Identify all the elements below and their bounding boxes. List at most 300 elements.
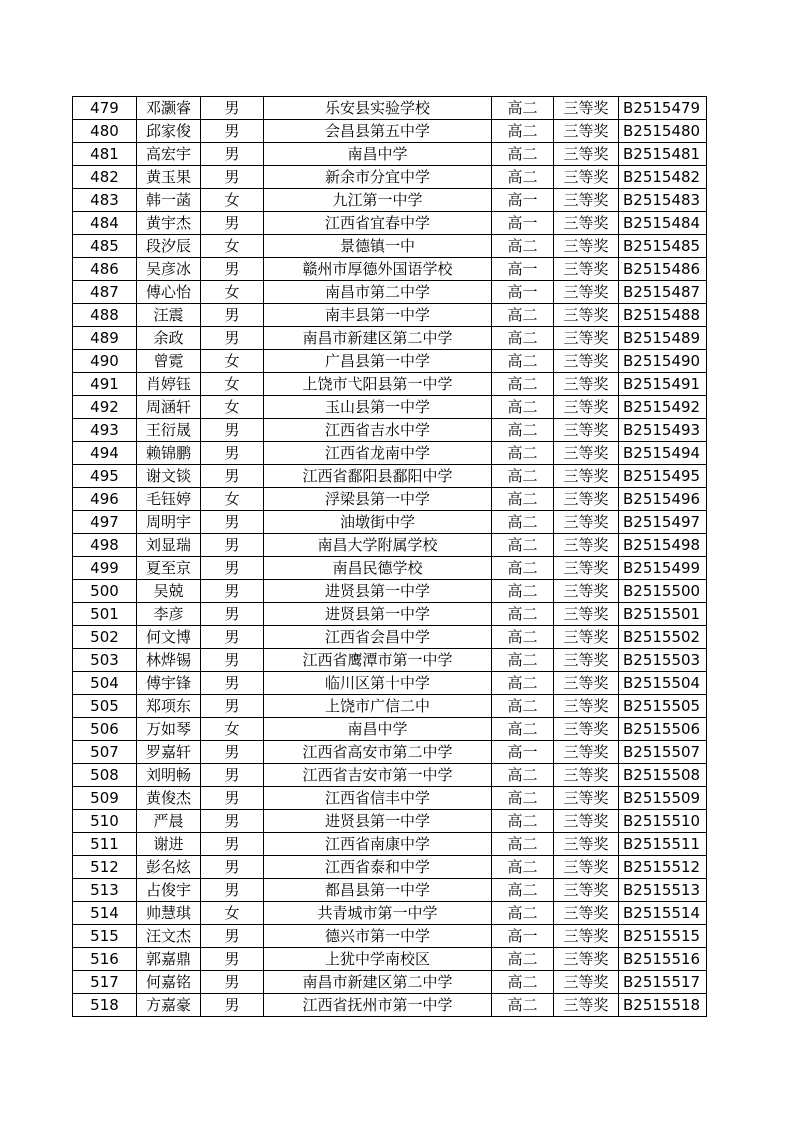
cell-award: 三等奖	[554, 718, 619, 741]
cell-school: 乐安县实验学校	[264, 97, 492, 120]
cell-gender: 男	[201, 695, 264, 718]
cell-award: 三等奖	[554, 787, 619, 810]
cell-school: 进贤县第一中学	[264, 603, 492, 626]
cell-name: 林烨锡	[137, 649, 201, 672]
cell-certificate-id: B2515518	[619, 994, 707, 1017]
table-row	[73, 511, 707, 534]
cell-certificate-id: B2515479	[619, 97, 707, 120]
cell-grade: 高二	[492, 672, 554, 695]
cell-award: 三等奖	[554, 879, 619, 902]
cell-award: 三等奖	[554, 304, 619, 327]
cell-award: 三等奖	[554, 741, 619, 764]
cell-name: 周涵轩	[137, 396, 201, 419]
cell-grade: 高二	[492, 166, 554, 189]
cell-grade: 高二	[492, 419, 554, 442]
cell-award: 三等奖	[554, 419, 619, 442]
table-row	[73, 718, 707, 741]
cell-school: 赣州市厚德外国语学校	[264, 258, 492, 281]
cell-number: 515	[73, 925, 137, 948]
cell-name: 夏至京	[137, 557, 201, 580]
cell-certificate-id: B2515503	[619, 649, 707, 672]
cell-grade: 高二	[492, 879, 554, 902]
cell-certificate-id: B2515508	[619, 764, 707, 787]
cell-grade: 高二	[492, 787, 554, 810]
cell-number: 487	[73, 281, 137, 304]
cell-name: 刘明畅	[137, 764, 201, 787]
cell-award: 三等奖	[554, 465, 619, 488]
table-body	[73, 97, 707, 1017]
cell-certificate-id: B2515501	[619, 603, 707, 626]
cell-grade: 高二	[492, 557, 554, 580]
cell-grade: 高一	[492, 212, 554, 235]
cell-award: 三等奖	[554, 856, 619, 879]
cell-school: 新余市分宜中学	[264, 166, 492, 189]
cell-school: 江西省泰和中学	[264, 856, 492, 879]
cell-number: 498	[73, 534, 137, 557]
cell-certificate-id: B2515493	[619, 419, 707, 442]
cell-number: 491	[73, 373, 137, 396]
cell-award: 三等奖	[554, 971, 619, 994]
cell-school: 油墩街中学	[264, 511, 492, 534]
cell-number: 513	[73, 879, 137, 902]
cell-grade: 高二	[492, 465, 554, 488]
cell-name: 占俊宇	[137, 879, 201, 902]
cell-number: 490	[73, 350, 137, 373]
cell-number: 482	[73, 166, 137, 189]
cell-grade: 高一	[492, 258, 554, 281]
cell-number: 505	[73, 695, 137, 718]
cell-name: 罗嘉轩	[137, 741, 201, 764]
cell-certificate-id: B2515502	[619, 626, 707, 649]
cell-certificate-id: B2515499	[619, 557, 707, 580]
cell-school: 上犹中学南校区	[264, 948, 492, 971]
cell-award: 三等奖	[554, 488, 619, 511]
cell-gender: 女	[201, 189, 264, 212]
table-row	[73, 327, 707, 350]
cell-school: 南昌民德学校	[264, 557, 492, 580]
cell-name: 谢文锬	[137, 465, 201, 488]
cell-number: 514	[73, 902, 137, 925]
cell-grade: 高一	[492, 281, 554, 304]
cell-grade: 高二	[492, 649, 554, 672]
cell-gender: 男	[201, 327, 264, 350]
cell-award: 三等奖	[554, 189, 619, 212]
cell-number: 512	[73, 856, 137, 879]
cell-certificate-id: B2515516	[619, 948, 707, 971]
cell-school: 浮梁县第一中学	[264, 488, 492, 511]
cell-grade: 高二	[492, 833, 554, 856]
cell-gender: 女	[201, 488, 264, 511]
cell-name: 黄玉果	[137, 166, 201, 189]
cell-grade: 高二	[492, 902, 554, 925]
cell-number: 486	[73, 258, 137, 281]
table-row	[73, 971, 707, 994]
cell-name: 曾霓	[137, 350, 201, 373]
cell-name: 傅心怡	[137, 281, 201, 304]
cell-certificate-id: B2515489	[619, 327, 707, 350]
table-row	[73, 120, 707, 143]
cell-name: 何嘉铭	[137, 971, 201, 994]
cell-grade: 高二	[492, 373, 554, 396]
table-row	[73, 902, 707, 925]
cell-certificate-id: B2515507	[619, 741, 707, 764]
cell-award: 三等奖	[554, 212, 619, 235]
cell-name: 韩一菡	[137, 189, 201, 212]
cell-name: 郑项东	[137, 695, 201, 718]
table-row	[73, 212, 707, 235]
table-row	[73, 994, 707, 1017]
cell-number: 495	[73, 465, 137, 488]
cell-award: 三等奖	[554, 810, 619, 833]
cell-certificate-id: B2515486	[619, 258, 707, 281]
cell-name: 肖婷钰	[137, 373, 201, 396]
cell-number: 494	[73, 442, 137, 465]
cell-school: 上饶市广信二中	[264, 695, 492, 718]
cell-number: 488	[73, 304, 137, 327]
cell-school: 南丰县第一中学	[264, 304, 492, 327]
cell-grade: 高二	[492, 580, 554, 603]
cell-award: 三等奖	[554, 948, 619, 971]
cell-award: 三等奖	[554, 281, 619, 304]
cell-award: 三等奖	[554, 143, 619, 166]
table-row	[73, 603, 707, 626]
cell-award: 三等奖	[554, 580, 619, 603]
cell-award: 三等奖	[554, 534, 619, 557]
cell-name: 吴彦冰	[137, 258, 201, 281]
cell-certificate-id: B2515494	[619, 442, 707, 465]
cell-number: 499	[73, 557, 137, 580]
cell-gender: 男	[201, 810, 264, 833]
cell-school: 进贤县第一中学	[264, 810, 492, 833]
cell-school: 江西省会昌中学	[264, 626, 492, 649]
cell-gender: 男	[201, 879, 264, 902]
cell-number: 501	[73, 603, 137, 626]
cell-number: 518	[73, 994, 137, 1017]
cell-gender: 男	[201, 143, 264, 166]
cell-grade: 高二	[492, 511, 554, 534]
cell-number: 492	[73, 396, 137, 419]
cell-grade: 高二	[492, 695, 554, 718]
table-row	[73, 833, 707, 856]
cell-grade: 高二	[492, 327, 554, 350]
cell-gender: 女	[201, 902, 264, 925]
cell-school: 广昌县第一中学	[264, 350, 492, 373]
cell-school: 南昌市第二中学	[264, 281, 492, 304]
cell-name: 黄宇杰	[137, 212, 201, 235]
cell-gender: 男	[201, 258, 264, 281]
cell-certificate-id: B2515512	[619, 856, 707, 879]
cell-award: 三等奖	[554, 442, 619, 465]
cell-grade: 高二	[492, 994, 554, 1017]
cell-gender: 男	[201, 511, 264, 534]
cell-certificate-id: B2515484	[619, 212, 707, 235]
cell-grade: 高二	[492, 97, 554, 120]
cell-school: 共青城市第一中学	[264, 902, 492, 925]
cell-gender: 男	[201, 856, 264, 879]
cell-award: 三等奖	[554, 764, 619, 787]
cell-certificate-id: B2515480	[619, 120, 707, 143]
cell-school: 江西省南康中学	[264, 833, 492, 856]
cell-gender: 男	[201, 948, 264, 971]
cell-name: 吴兢	[137, 580, 201, 603]
cell-certificate-id: B2515488	[619, 304, 707, 327]
cell-award: 三等奖	[554, 235, 619, 258]
table-row	[73, 557, 707, 580]
cell-gender: 男	[201, 925, 264, 948]
cell-grade: 高二	[492, 235, 554, 258]
cell-number: 511	[73, 833, 137, 856]
table-row	[73, 419, 707, 442]
cell-grade: 高二	[492, 718, 554, 741]
cell-certificate-id: B2515504	[619, 672, 707, 695]
cell-school: 景德镇一中	[264, 235, 492, 258]
cell-name: 段汐辰	[137, 235, 201, 258]
cell-name: 郭嘉鼎	[137, 948, 201, 971]
cell-name: 汪文杰	[137, 925, 201, 948]
cell-certificate-id: B2515492	[619, 396, 707, 419]
table-row	[73, 741, 707, 764]
cell-number: 493	[73, 419, 137, 442]
cell-name: 严晨	[137, 810, 201, 833]
cell-gender: 男	[201, 557, 264, 580]
cell-gender: 男	[201, 603, 264, 626]
table-row	[73, 166, 707, 189]
cell-certificate-id: B2515517	[619, 971, 707, 994]
cell-certificate-id: B2515483	[619, 189, 707, 212]
cell-number: 497	[73, 511, 137, 534]
cell-award: 三等奖	[554, 672, 619, 695]
cell-certificate-id: B2515500	[619, 580, 707, 603]
cell-certificate-id: B2515485	[619, 235, 707, 258]
table-row	[73, 97, 707, 120]
cell-grade: 高二	[492, 488, 554, 511]
cell-certificate-id: B2515482	[619, 166, 707, 189]
cell-name: 刘显瑞	[137, 534, 201, 557]
cell-certificate-id: B2515495	[619, 465, 707, 488]
table-row	[73, 465, 707, 488]
cell-name: 余政	[137, 327, 201, 350]
cell-school: 临川区第十中学	[264, 672, 492, 695]
cell-school: 江西省鹰潭市第一中学	[264, 649, 492, 672]
table-row	[73, 396, 707, 419]
cell-number: 496	[73, 488, 137, 511]
cell-name: 周明宇	[137, 511, 201, 534]
cell-certificate-id: B2515498	[619, 534, 707, 557]
table-row	[73, 235, 707, 258]
cell-number: 483	[73, 189, 137, 212]
table-row	[73, 442, 707, 465]
table-row	[73, 580, 707, 603]
cell-number: 484	[73, 212, 137, 235]
cell-award: 三等奖	[554, 902, 619, 925]
cell-certificate-id: B2515511	[619, 833, 707, 856]
cell-award: 三等奖	[554, 557, 619, 580]
cell-gender: 男	[201, 672, 264, 695]
cell-school: 江西省抚州市第一中学	[264, 994, 492, 1017]
cell-number: 479	[73, 97, 137, 120]
cell-award: 三等奖	[554, 327, 619, 350]
cell-gender: 男	[201, 212, 264, 235]
cell-certificate-id: B2515514	[619, 902, 707, 925]
table-row	[73, 948, 707, 971]
table-row	[73, 304, 707, 327]
cell-name: 彭名炫	[137, 856, 201, 879]
cell-grade: 高二	[492, 626, 554, 649]
cell-number: 500	[73, 580, 137, 603]
cell-school: 玉山县第一中学	[264, 396, 492, 419]
table-row	[73, 258, 707, 281]
cell-gender: 男	[201, 971, 264, 994]
cell-award: 三等奖	[554, 603, 619, 626]
cell-grade: 高二	[492, 143, 554, 166]
cell-award: 三等奖	[554, 258, 619, 281]
cell-number: 516	[73, 948, 137, 971]
table-row	[73, 879, 707, 902]
table-row	[73, 810, 707, 833]
cell-award: 三等奖	[554, 695, 619, 718]
cell-certificate-id: B2515490	[619, 350, 707, 373]
cell-gender: 男	[201, 97, 264, 120]
cell-number: 507	[73, 741, 137, 764]
cell-grade: 高二	[492, 350, 554, 373]
cell-name: 谢进	[137, 833, 201, 856]
cell-certificate-id: B2515515	[619, 925, 707, 948]
cell-grade: 高二	[492, 534, 554, 557]
cell-gender: 男	[201, 649, 264, 672]
cell-name: 赖锦鹏	[137, 442, 201, 465]
cell-number: 517	[73, 971, 137, 994]
cell-school: 上饶市弋阳县第一中学	[264, 373, 492, 396]
cell-gender: 男	[201, 465, 264, 488]
cell-gender: 男	[201, 833, 264, 856]
cell-school: 江西省龙南中学	[264, 442, 492, 465]
cell-name: 方嘉豪	[137, 994, 201, 1017]
cell-certificate-id: B2515496	[619, 488, 707, 511]
cell-gender: 男	[201, 120, 264, 143]
cell-award: 三等奖	[554, 833, 619, 856]
cell-school: 南昌中学	[264, 718, 492, 741]
cell-gender: 女	[201, 718, 264, 741]
table-row	[73, 373, 707, 396]
cell-school: 江西省高安市第二中学	[264, 741, 492, 764]
cell-certificate-id: B2515513	[619, 879, 707, 902]
cell-grade: 高二	[492, 304, 554, 327]
cell-certificate-id: B2515510	[619, 810, 707, 833]
cell-gender: 男	[201, 626, 264, 649]
cell-school: 九江第一中学	[264, 189, 492, 212]
cell-name: 邓灏睿	[137, 97, 201, 120]
cell-name: 李彦	[137, 603, 201, 626]
cell-award: 三等奖	[554, 396, 619, 419]
cell-gender: 男	[201, 787, 264, 810]
table-row	[73, 787, 707, 810]
table-row	[73, 143, 707, 166]
cell-grade: 高一	[492, 741, 554, 764]
cell-grade: 高一	[492, 925, 554, 948]
cell-certificate-id: B2515506	[619, 718, 707, 741]
table-row	[73, 281, 707, 304]
cell-grade: 高二	[492, 971, 554, 994]
cell-gender: 男	[201, 304, 264, 327]
table-row	[73, 764, 707, 787]
table-row	[73, 189, 707, 212]
cell-school: 南昌市新建区第二中学	[264, 327, 492, 350]
cell-certificate-id: B2515509	[619, 787, 707, 810]
cell-school: 德兴市第一中学	[264, 925, 492, 948]
cell-gender: 女	[201, 235, 264, 258]
cell-grade: 高一	[492, 189, 554, 212]
cell-gender: 男	[201, 741, 264, 764]
table-row	[73, 534, 707, 557]
cell-gender: 女	[201, 373, 264, 396]
cell-grade: 高二	[492, 764, 554, 787]
cell-school: 江西省吉安市第一中学	[264, 764, 492, 787]
cell-name: 毛钰婷	[137, 488, 201, 511]
cell-number: 503	[73, 649, 137, 672]
cell-gender: 男	[201, 764, 264, 787]
cell-name: 傅宇锋	[137, 672, 201, 695]
cell-number: 485	[73, 235, 137, 258]
cell-gender: 女	[201, 396, 264, 419]
cell-award: 三等奖	[554, 97, 619, 120]
cell-certificate-id: B2515497	[619, 511, 707, 534]
cell-gender: 女	[201, 350, 264, 373]
cell-number: 510	[73, 810, 137, 833]
cell-school: 江西省信丰中学	[264, 787, 492, 810]
cell-name: 邱家俊	[137, 120, 201, 143]
cell-name: 黄俊杰	[137, 787, 201, 810]
cell-name: 高宏宇	[137, 143, 201, 166]
cell-school: 江西省鄱阳县鄱阳中学	[264, 465, 492, 488]
cell-number: 504	[73, 672, 137, 695]
table-row	[73, 649, 707, 672]
table-row	[73, 672, 707, 695]
cell-number: 509	[73, 787, 137, 810]
cell-gender: 男	[201, 534, 264, 557]
cell-number: 480	[73, 120, 137, 143]
cell-number: 481	[73, 143, 137, 166]
table-row	[73, 856, 707, 879]
cell-school: 江西省宜春中学	[264, 212, 492, 235]
table-row	[73, 488, 707, 511]
cell-grade: 高二	[492, 810, 554, 833]
cell-name: 何文博	[137, 626, 201, 649]
cell-number: 508	[73, 764, 137, 787]
cell-gender: 男	[201, 994, 264, 1017]
cell-award: 三等奖	[554, 350, 619, 373]
cell-gender: 男	[201, 580, 264, 603]
cell-gender: 女	[201, 281, 264, 304]
cell-name: 帅慧琪	[137, 902, 201, 925]
cell-school: 南昌中学	[264, 143, 492, 166]
cell-certificate-id: B2515481	[619, 143, 707, 166]
cell-school: 都昌县第一中学	[264, 879, 492, 902]
cell-grade: 高二	[492, 603, 554, 626]
table-row	[73, 925, 707, 948]
cell-certificate-id: B2515505	[619, 695, 707, 718]
table-row	[73, 695, 707, 718]
cell-award: 三等奖	[554, 925, 619, 948]
cell-school: 江西省吉水中学	[264, 419, 492, 442]
cell-award: 三等奖	[554, 511, 619, 534]
cell-award: 三等奖	[554, 166, 619, 189]
cell-grade: 高二	[492, 856, 554, 879]
cell-number: 506	[73, 718, 137, 741]
table-row	[73, 350, 707, 373]
cell-school: 南昌市新建区第二中学	[264, 971, 492, 994]
cell-school: 进贤县第一中学	[264, 580, 492, 603]
cell-name: 王衍晟	[137, 419, 201, 442]
